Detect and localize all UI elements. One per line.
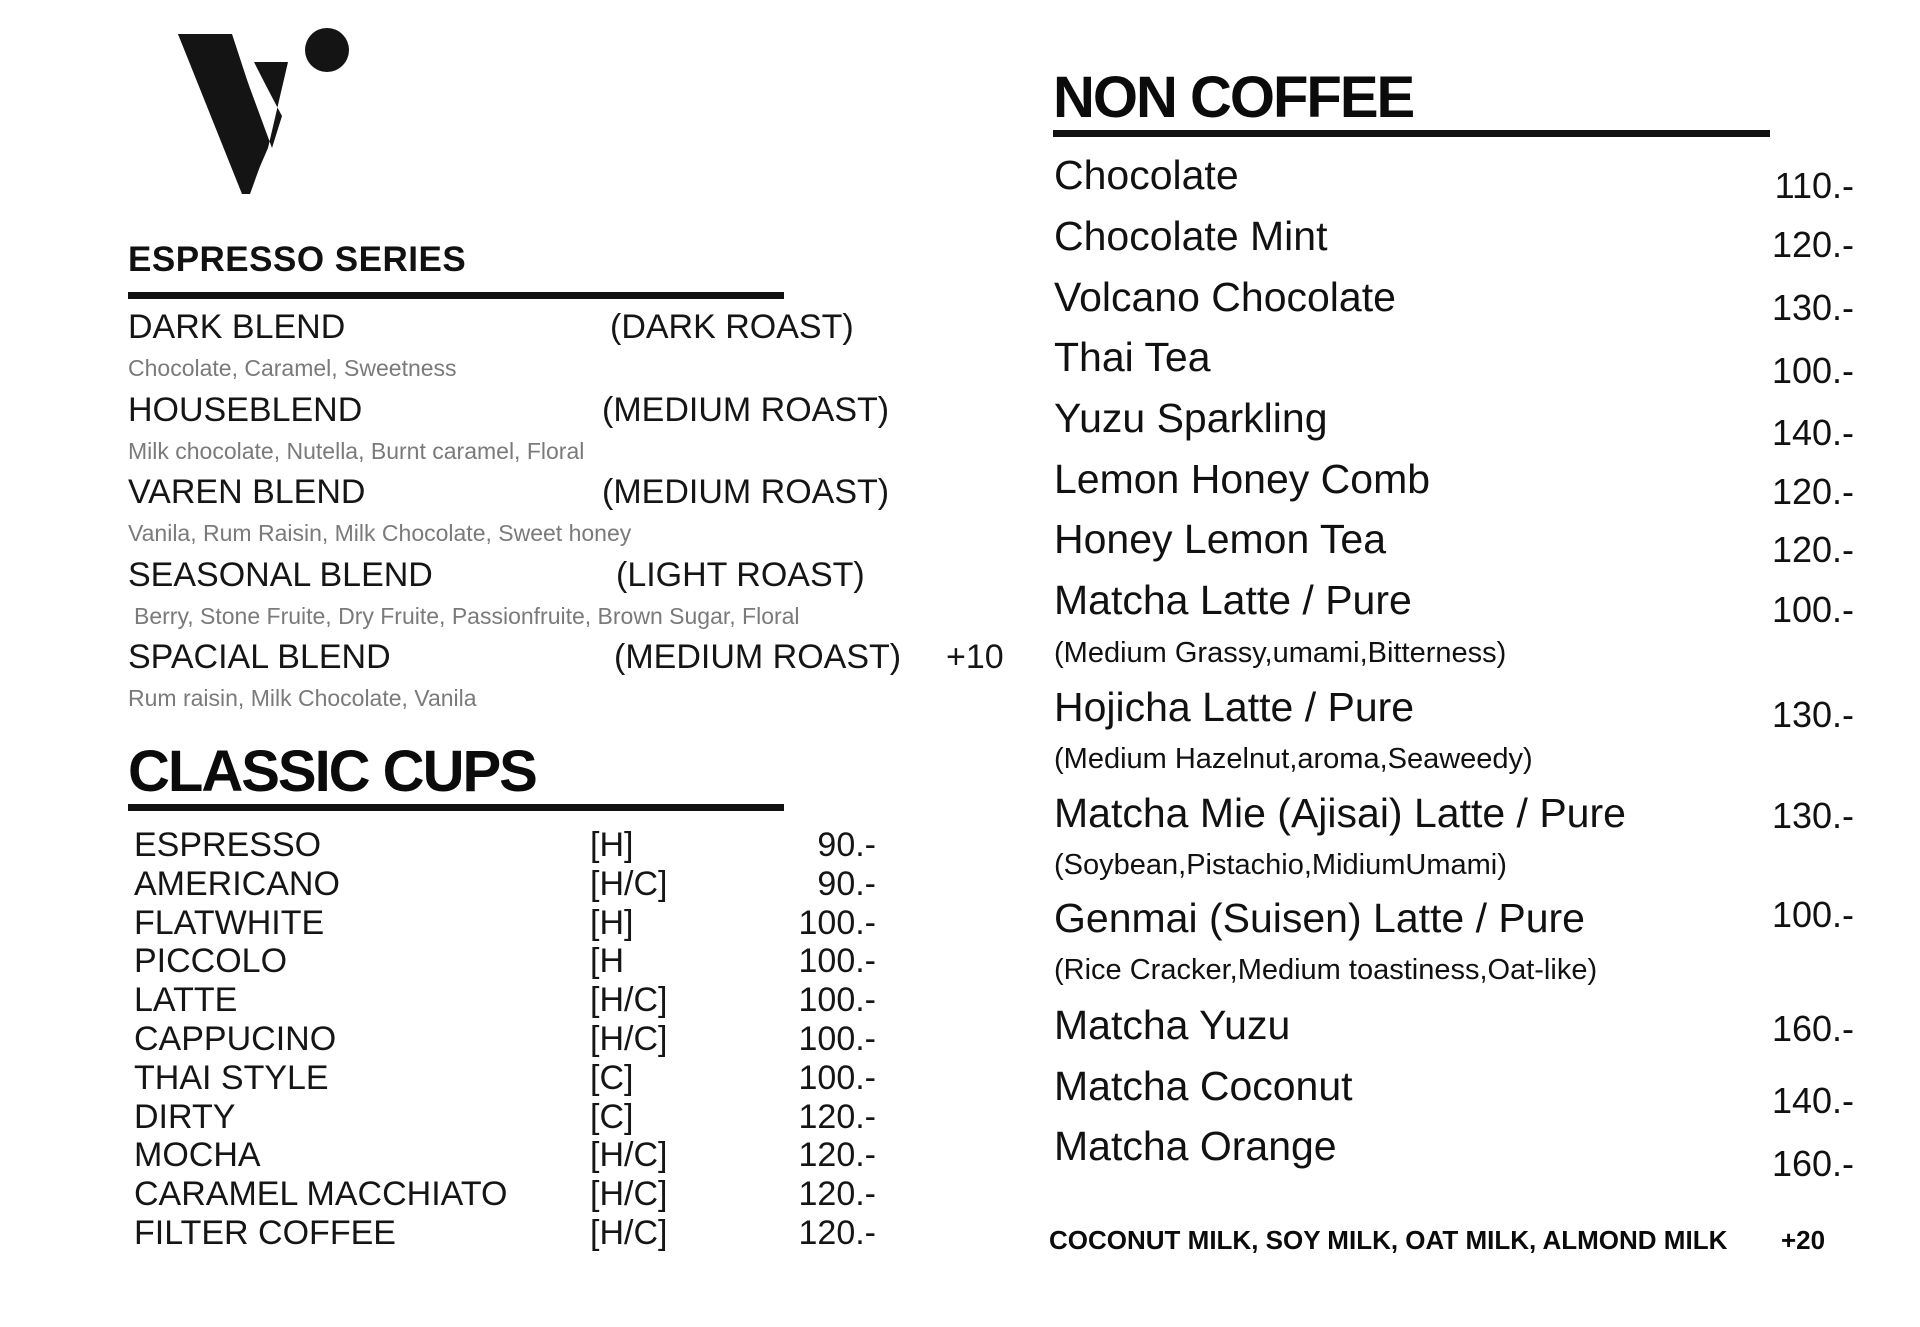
non-coffee-price: 130.-	[1771, 694, 1854, 735]
blend-name: SEASONAL BLEND	[128, 556, 433, 594]
cup-name: AMERICANO	[134, 864, 340, 903]
non-coffee-price: 130.-	[1771, 795, 1854, 836]
non-coffee-price: 160.-	[1771, 1143, 1854, 1184]
non-coffee-name: Hojicha Latte / Pure	[1054, 684, 1415, 730]
non-coffee-note: (Rice Cracker,Medium toastiness,Oat-like)	[1054, 954, 1598, 986]
cup-price: 100.-	[798, 903, 876, 942]
non-coffee-price: 120.-	[1771, 471, 1854, 512]
cup-name: ESPRESSO	[134, 826, 322, 864]
cup-price: 120.-	[798, 1097, 876, 1136]
cup-temp: [H/C]	[590, 1175, 668, 1214]
non-coffee-name: Chocolate	[1054, 152, 1239, 198]
cup-temp: [H/C]	[590, 981, 668, 1020]
cup-temp: [H/C]	[590, 1136, 668, 1175]
blend-roast: (MEDIUM ROAST)	[614, 638, 902, 676]
non-coffee-price: 100.-	[1771, 589, 1854, 630]
blend-name: VAREN BLEND	[128, 473, 366, 511]
non-coffee-name: Matcha Coconut	[1054, 1063, 1353, 1109]
non-coffee-name: Volcano Chocolate	[1054, 274, 1396, 320]
blend-extra-price: +10	[946, 638, 1004, 676]
cup-temp: [H	[590, 942, 624, 981]
non-coffee-name: Genmai (Suisen) Latte / Pure	[1054, 895, 1585, 941]
blend-name: SPACIAL BLEND	[128, 638, 391, 676]
cup-temp: [C]	[590, 1097, 634, 1136]
non-coffee-note: (Soybean,Pistachio,MidiumUmami)	[1054, 849, 1507, 881]
non-coffee-name: Matcha Yuzu	[1054, 1002, 1291, 1048]
cup-price: 120.-	[798, 1214, 876, 1252]
cup-price: 100.-	[798, 1020, 876, 1058]
cup-temp: [H/C]	[590, 1020, 668, 1058]
blend-name: HOUSEBLEND	[128, 391, 363, 429]
cup-temp: [H/C]	[590, 864, 668, 903]
non-coffee-price: 100.-	[1771, 894, 1854, 935]
non-coffee-note: (Medium Hazelnut,aroma,Seaweedy)	[1054, 743, 1533, 775]
blend-name: DARK BLEND	[128, 308, 346, 346]
non-coffee-price: 120.-	[1771, 529, 1854, 570]
cup-temp: [H/C]	[590, 1214, 668, 1252]
cup-name: LATTE	[134, 981, 238, 1020]
non-coffee-note: (Medium Grassy,umami,Bitterness)	[1054, 637, 1507, 669]
espresso-divider	[128, 292, 784, 299]
non-coffee-divider	[1053, 130, 1770, 137]
cup-name: THAI STYLE	[134, 1058, 329, 1097]
cup-temp: [H]	[590, 903, 634, 942]
cup-name: PICCOLO	[134, 942, 288, 981]
blend-roast: (MEDIUM ROAST)	[602, 391, 890, 429]
non-coffee-name: Lemon Honey Comb	[1054, 456, 1431, 502]
blend-roast: (MEDIUM ROAST)	[602, 473, 890, 511]
blend-roast: (LIGHT ROAST)	[616, 556, 865, 594]
cup-temp: [C]	[590, 1058, 634, 1097]
blend-notes: Chocolate, Caramel, Sweetness	[128, 355, 457, 381]
classic-divider	[128, 804, 784, 811]
non-coffee-price: 120.-	[1771, 224, 1854, 265]
non-coffee-price: 110.-	[1774, 165, 1854, 206]
non-coffee-price: 140.-	[1771, 1080, 1854, 1121]
cup-price: 90.-	[817, 864, 876, 903]
blend-notes: Rum raisin, Milk Chocolate, Vanila	[128, 685, 477, 711]
non-coffee-price: 130.-	[1771, 287, 1854, 328]
cup-price: 100.-	[798, 1058, 876, 1097]
non-coffee-name: Yuzu Sparkling	[1054, 395, 1328, 441]
non-coffee-title: NON COFFEE	[1053, 65, 1414, 130]
cup-price: 120.-	[798, 1175, 876, 1214]
non-coffee-name: Matcha Orange	[1054, 1123, 1337, 1169]
non-coffee-price: 100.-	[1771, 350, 1854, 391]
cup-price: 100.-	[798, 981, 876, 1020]
non-coffee-name: Chocolate Mint	[1054, 213, 1328, 259]
cup-price: 100.-	[798, 942, 876, 981]
non-coffee-name: Matcha Mie (Ajisai) Latte / Pure	[1054, 790, 1626, 836]
espresso-series-title: ESPRESSO SERIES	[128, 240, 467, 279]
cup-temp: [H]	[590, 826, 634, 864]
non-coffee-price: 140.-	[1771, 412, 1854, 453]
cup-name: CARAMEL MACCHIATO	[134, 1175, 508, 1214]
cup-name: FILTER COFFEE	[134, 1214, 396, 1252]
milk-options-text: COCONUT MILK, SOY MILK, OAT MILK, ALMOND MILK	[1049, 1225, 1728, 1255]
cup-price: 90.-	[817, 826, 876, 864]
cup-name: CAPPUCINO	[134, 1020, 337, 1058]
cup-name: DIRTY	[134, 1097, 236, 1136]
cup-name: MOCHA	[134, 1136, 261, 1175]
non-coffee-price: 160.-	[1771, 1008, 1854, 1049]
blend-notes: Milk chocolate, Nutella, Burnt caramel, Floral	[128, 438, 585, 464]
non-coffee-name: Thai Tea	[1054, 334, 1211, 380]
v-dot-logo-icon	[170, 26, 360, 201]
classic-cups-title: CLASSIC CUPS	[128, 739, 536, 804]
non-coffee-name: Honey Lemon Tea	[1054, 516, 1387, 562]
non-coffee-name: Matcha Latte / Pure	[1054, 577, 1412, 623]
cup-price: 120.-	[798, 1136, 876, 1175]
blend-notes: Vanila, Rum Raisin, Milk Chocolate, Sweet honey	[128, 520, 632, 546]
blend-notes: Berry, Stone Fruite, Dry Fruite, Passionfruite, Brown Sugar, Floral	[134, 603, 800, 629]
milk-extra-price: +20	[1781, 1225, 1826, 1255]
cup-name: FLATWHITE	[134, 903, 325, 942]
blend-roast: (DARK ROAST)	[610, 308, 854, 346]
